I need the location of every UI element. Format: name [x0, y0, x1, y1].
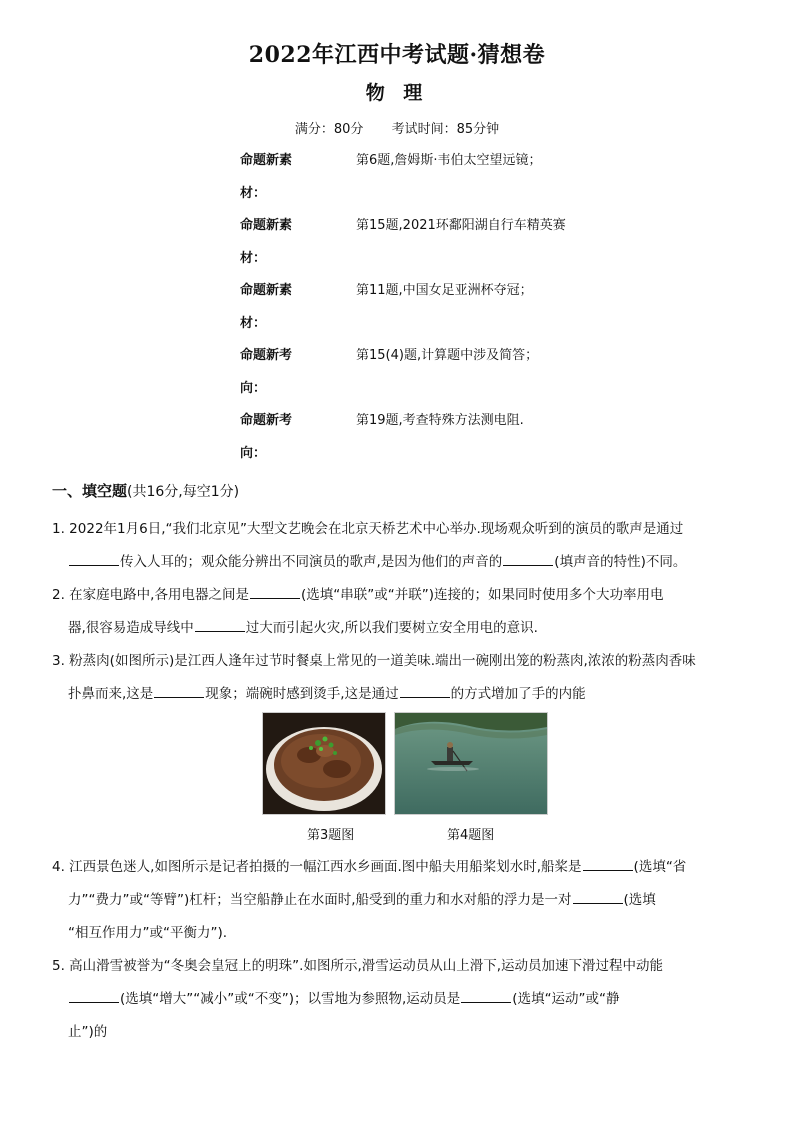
question-text: 力”“费力”或“等臂”)杠杆；当空船静止在水面时,船受到的重力和水对船的浮力是一对	[68, 892, 572, 908]
question-1	[52, 513, 742, 579]
topic-row	[240, 274, 533, 340]
topic-text: 第6题,詹姆斯·韦伯太空望远镜；	[356, 153, 542, 168]
topic-label-cont: 材：	[240, 316, 267, 331]
question-2	[52, 579, 742, 645]
answer-blank[interactable]	[154, 683, 204, 698]
topic-label: 命题新考	[240, 348, 293, 363]
question-text: (选填	[623, 892, 656, 908]
topic-label-cont: 材：	[240, 186, 267, 201]
question-text: 现象；端碗时感到烫手,这是通过	[205, 686, 399, 702]
topic-text: 第15(4)题,计算题中涉及简答；	[356, 348, 539, 363]
question-5	[52, 950, 742, 1049]
section-heading	[52, 480, 239, 501]
topic-label: 命题新素	[240, 218, 293, 233]
topic-text: 第11题,中国女足亚洲杯夺冠；	[356, 283, 533, 298]
question-text: (选填“运动”或“静	[512, 991, 620, 1007]
steamed-pork-image	[263, 713, 385, 814]
question-text: 器,很容易造成导线中	[68, 620, 194, 636]
question-text: (填声音的特性)不同。	[554, 554, 687, 570]
topic-text: 第15题,2021环鄱阳湖自行车精英赛	[356, 218, 566, 233]
question-text: (选填“串联”或“并联”)连接的；如果同时使用多个大功率用电	[300, 587, 664, 603]
question-text: 扑鼻而来,这是	[68, 686, 154, 702]
topic-label-cont: 材：	[240, 251, 267, 266]
exam-title: 2022年江西中考试题·猜想卷	[248, 42, 546, 68]
section-note: (共16分,每空1分)	[127, 484, 240, 500]
question-text: (选填“省	[633, 859, 687, 875]
question-text: 过大而引起火灾,所以我们要树立安全用电的意识.	[245, 620, 538, 636]
question-text: (选填“增大”“减小”或“不变”)；以雪地为参照物,运动员是	[120, 991, 461, 1007]
figure-3-steamed-pork	[262, 712, 386, 815]
answer-blank[interactable]	[503, 551, 553, 566]
question-text: 传入人耳的；观众能分辨出不同演员的歌声,是因为他们的声音的	[120, 554, 503, 570]
subject-title: 物 理	[365, 82, 429, 104]
exam-time: 考试时间：85分钟	[391, 122, 500, 137]
exam-meta	[0, 118, 794, 137]
question-text: 止”)的	[68, 1024, 108, 1040]
topic-row	[240, 144, 542, 210]
answer-blank[interactable]	[69, 551, 119, 566]
answer-blank[interactable]	[195, 617, 245, 632]
topic-label: 命题新素	[240, 283, 293, 298]
answer-blank[interactable]	[69, 988, 119, 1003]
answer-blank[interactable]	[400, 683, 450, 698]
full-score: 满分：80分	[294, 122, 364, 137]
answer-blank[interactable]	[250, 584, 300, 599]
question-text: 5. 高山滑雪被誉为“冬奥会皇冠上的明珠”.如图所示,滑雪运动员从山上滑下,运动员加速下滑过程中动能	[52, 958, 664, 974]
topic-text: 第19题,考查特殊方法测电阻.	[356, 413, 524, 428]
figure-4-caption: 第4题图	[447, 828, 495, 843]
answer-blank[interactable]	[583, 856, 633, 871]
question-text: “相互作用力”或“平衡力”).	[68, 925, 228, 941]
question-text: 的方式增加了手的内能	[450, 686, 586, 702]
topic-label: 命题新考	[240, 413, 293, 428]
figure-4-water-village	[394, 712, 548, 815]
answer-blank[interactable]	[461, 988, 511, 1003]
question-3	[52, 645, 742, 711]
topic-label-cont: 向：	[240, 381, 267, 396]
topic-row	[240, 339, 539, 405]
question-4	[52, 851, 742, 950]
question-text: 3. 粉蒸肉(如图所示)是江西人逢年过节时餐桌上常见的一道美味.端出一碗刚出笼的粉蒸肉,浓浓的粉蒸肉香味	[52, 653, 696, 669]
topic-row	[240, 404, 524, 470]
topic-label: 命题新素	[240, 153, 293, 168]
topic-label-cont: 向：	[240, 446, 267, 461]
figure-3-caption: 第3题图	[307, 828, 355, 843]
section-title: 一、填空题	[52, 482, 128, 500]
question-text: 2. 在家庭电路中,各用电器之间是	[52, 587, 249, 603]
water-village-image	[395, 713, 547, 814]
answer-blank[interactable]	[573, 889, 623, 904]
topic-row	[240, 209, 566, 275]
question-text: 1. 2022年1月6日,“我们北京见”大型文艺晚会在北京天桥艺术中心举办.现场观众听到的演员的歌声是通过	[52, 521, 684, 537]
question-text: 4. 江西景色迷人,如图所示是记者拍摄的一幅江西水乡画面.图中船夫用船桨划水时,船桨是	[52, 859, 582, 875]
